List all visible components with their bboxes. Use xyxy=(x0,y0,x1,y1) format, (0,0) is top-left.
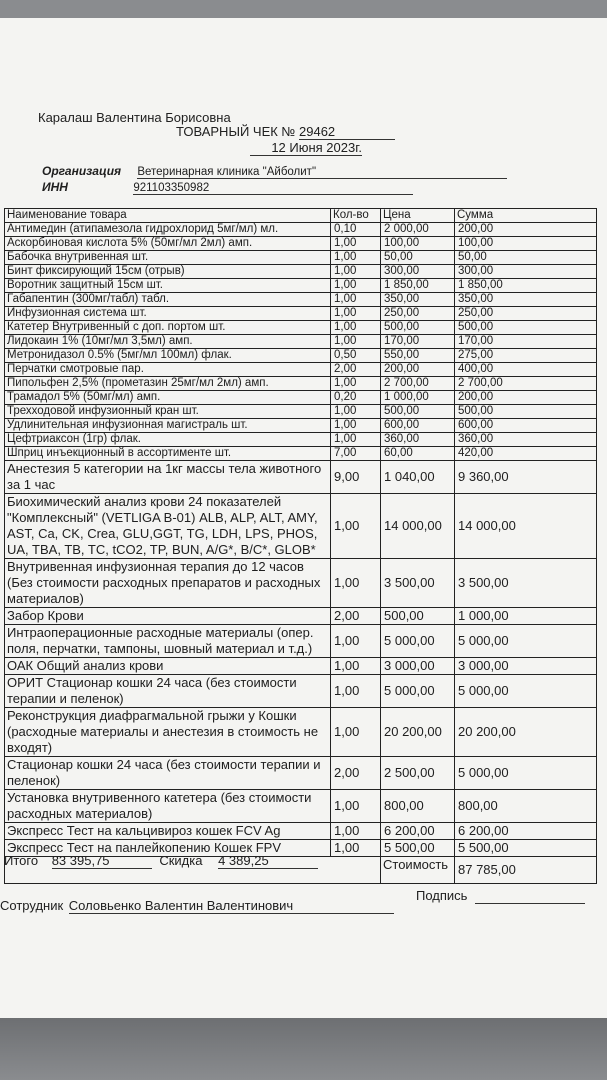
service-name: ОРИТ Стационар кошки 24 часа (без стоимости терапии и пеленок) xyxy=(5,675,331,708)
item-price: 200,00 xyxy=(381,363,455,377)
item-name: Бабочка внутривенная шт. xyxy=(5,251,331,265)
receipt-number: 29462 xyxy=(299,124,395,140)
signature-label: Подпись xyxy=(416,888,468,903)
table-row xyxy=(5,658,597,675)
item-sum: 600,00 xyxy=(455,419,597,433)
item-name: Антимедин (атипамезола гидрохлорид 5мг/мл) мл. xyxy=(5,223,331,237)
service-sum: 3 500,00 xyxy=(455,559,597,608)
receipt-page xyxy=(0,18,607,1018)
item-qty: 0,20 xyxy=(331,391,381,405)
total-label: Стоимость xyxy=(381,857,455,884)
table-row xyxy=(5,223,597,237)
item-qty: 2,00 xyxy=(331,363,381,377)
service-qty: 1,00 xyxy=(331,840,381,857)
service-sum: 800,00 xyxy=(455,790,597,823)
service-price: 1 040,00 xyxy=(381,461,455,494)
item-sum: 300,00 xyxy=(455,265,597,279)
signature-row xyxy=(416,888,585,904)
service-price: 5 000,00 xyxy=(381,675,455,708)
service-price: 20 200,00 xyxy=(381,708,455,757)
service-name: Биохимический анализ крови 24 показателей "Комплексный" (VETLIGA B-01) ALB, ALP, ALT, AMY, AST, Ca, CK, Crea, GLU,GGT, TG, LDH, LPS, PHOS, UA, TBA, TB, TC, tCO2, TP, BUN, A/G*, B/C*, GLOB* xyxy=(5,494,331,559)
table-row xyxy=(5,377,597,391)
service-name: Забор Крови xyxy=(5,608,331,625)
service-price: 6 200,00 xyxy=(381,823,455,840)
org-label: Организация xyxy=(42,164,122,178)
col-price-header: Цена xyxy=(381,209,455,223)
item-price: 50,00 xyxy=(381,251,455,265)
service-name: Стационар кошки 24 часа (без стоимости терапии и пеленок) xyxy=(5,757,331,790)
service-sum: 1 000,00 xyxy=(455,608,597,625)
service-price: 5 000,00 xyxy=(381,625,455,658)
item-name: Цефтриаксон (1гр) флак. xyxy=(5,433,331,447)
table-row xyxy=(5,494,597,559)
item-price: 250,00 xyxy=(381,307,455,321)
item-sum: 50,00 xyxy=(455,251,597,265)
item-qty: 1,00 xyxy=(331,419,381,433)
receipt-title xyxy=(176,124,395,140)
item-sum: 350,00 xyxy=(455,293,597,307)
service-qty: 1,00 xyxy=(331,790,381,823)
item-price: 550,00 xyxy=(381,349,455,363)
service-sum: 14 000,00 xyxy=(455,494,597,559)
service-qty: 1,00 xyxy=(331,708,381,757)
item-qty: 1,00 xyxy=(331,251,381,265)
service-name: Реконструкция диафрагмальной грыжи у Кошки (расходные материалы и анестезия в стоимость не входят) xyxy=(5,708,331,757)
service-name: Экспресс Тест на кальцивироз кошек FCV Ag xyxy=(5,823,331,840)
item-qty: 1,00 xyxy=(331,405,381,419)
item-name: Удлинительная инфузионная магистраль шт. xyxy=(5,419,331,433)
table-row xyxy=(5,391,597,405)
item-qty: 1,00 xyxy=(331,321,381,335)
col-name-header: Наименование товара xyxy=(5,209,331,223)
col-qty-header: Кол-во xyxy=(331,209,381,223)
item-name: Трехходовой инфузионный кран шт. xyxy=(5,405,331,419)
service-qty: 1,00 xyxy=(331,675,381,708)
item-price: 300,00 xyxy=(381,265,455,279)
table-row xyxy=(5,447,597,461)
service-sum: 5 500,00 xyxy=(455,840,597,857)
item-qty: 1,00 xyxy=(331,279,381,293)
service-qty: 1,00 xyxy=(331,559,381,608)
receipt-title-label: ТОВАРНЫЙ ЧЕК № xyxy=(176,124,296,139)
service-price: 5 500,00 xyxy=(381,840,455,857)
org-row xyxy=(42,164,507,179)
discount-label: Скидка xyxy=(159,853,203,868)
table-row xyxy=(5,363,597,377)
item-qty: 1,00 xyxy=(331,433,381,447)
discount-value: 4 389,25 xyxy=(218,853,318,869)
item-sum: 420,00 xyxy=(455,447,597,461)
table-header-row xyxy=(5,209,597,223)
item-sum: 2 700,00 xyxy=(455,377,597,391)
signature-line xyxy=(475,888,585,904)
item-price: 500,00 xyxy=(381,405,455,419)
service-price: 500,00 xyxy=(381,608,455,625)
table-row xyxy=(5,608,597,625)
item-sum: 170,00 xyxy=(455,335,597,349)
receipt-date: 12 Июня 2023г. xyxy=(250,140,362,156)
item-name: Пипольфен 2,5% (прометазин 25мг/мл 2мл) амп. xyxy=(5,377,331,391)
service-qty: 2,00 xyxy=(331,757,381,790)
item-price: 2 700,00 xyxy=(381,377,455,391)
item-name: Аскорбиновая кислота 5% (50мг/мл 2мл) амп. xyxy=(5,237,331,251)
item-name: Бинт фиксирующий 15см (отрыв) xyxy=(5,265,331,279)
item-sum: 250,00 xyxy=(455,307,597,321)
service-price: 3 500,00 xyxy=(381,559,455,608)
item-sum: 500,00 xyxy=(455,405,597,419)
item-name: Воротник защитный 15см шт. xyxy=(5,279,331,293)
item-name: Лидокаин 1% (10мг/мл 3,5мл) амп. xyxy=(5,335,331,349)
table-row xyxy=(5,335,597,349)
service-qty: 9,00 xyxy=(331,461,381,494)
service-sum: 5 000,00 xyxy=(455,625,597,658)
item-qty: 1,00 xyxy=(331,335,381,349)
table-row xyxy=(5,708,597,757)
item-price: 1 850,00 xyxy=(381,279,455,293)
org-value: Ветеринарная клиника "Айболит" xyxy=(137,166,507,179)
itogo-value: 83 395,75 xyxy=(52,853,152,869)
service-name: Анестезия 5 категории на 1кг массы тела животного за 1 час xyxy=(5,461,331,494)
item-sum: 200,00 xyxy=(455,223,597,237)
service-sum: 3 000,00 xyxy=(455,658,597,675)
item-price: 500,00 xyxy=(381,321,455,335)
item-qty: 1,00 xyxy=(331,377,381,391)
item-name: Шприц инъекционный в ассортименте шт. xyxy=(5,447,331,461)
service-name: Экспресс Тест на панлейкопению Кошек FPV xyxy=(5,840,331,857)
employee-value: Соловьенко Валентин Валентинович xyxy=(69,898,394,914)
total-value: 87 785,00 xyxy=(455,857,597,884)
table-row xyxy=(5,405,597,419)
item-price: 350,00 xyxy=(381,293,455,307)
employee-row xyxy=(0,898,394,914)
item-price: 170,00 xyxy=(381,335,455,349)
service-qty: 1,00 xyxy=(331,625,381,658)
item-name: Перчатки смотровые пар. xyxy=(5,363,331,377)
item-sum: 500,00 xyxy=(455,321,597,335)
service-price: 14 000,00 xyxy=(381,494,455,559)
item-name: Катетер Внутривенный с доп. портом шт. xyxy=(5,321,331,335)
service-name: ОАК Общий анализ крови xyxy=(5,658,331,675)
item-name: Трамадол 5% (50мг/мл) амп. xyxy=(5,391,331,405)
service-sum: 6 200,00 xyxy=(455,823,597,840)
table-row xyxy=(5,307,597,321)
table-row xyxy=(5,237,597,251)
service-qty: 1,00 xyxy=(331,823,381,840)
customer-name: Каралаш Валентина Борисовна xyxy=(38,110,231,125)
item-qty: 1,00 xyxy=(331,307,381,321)
service-name: Установка внутривенного катетера (без стоимости расходных материалов) xyxy=(5,790,331,823)
item-qty: 0,50 xyxy=(331,349,381,363)
service-sum: 5 000,00 xyxy=(455,757,597,790)
item-price: 60,00 xyxy=(381,447,455,461)
item-sum: 400,00 xyxy=(455,363,597,377)
table-row xyxy=(5,461,597,494)
desk-surface xyxy=(0,1018,607,1080)
item-price: 2 000,00 xyxy=(381,223,455,237)
item-price: 1 000,00 xyxy=(381,391,455,405)
table-row xyxy=(5,757,597,790)
item-sum: 1 850,00 xyxy=(455,279,597,293)
table-row xyxy=(5,675,597,708)
service-qty: 1,00 xyxy=(331,658,381,675)
item-qty: 0,10 xyxy=(331,223,381,237)
table-row xyxy=(5,265,597,279)
item-price: 600,00 xyxy=(381,419,455,433)
item-name: Метронидазол 0.5% (5мг/мл 100мл) флак. xyxy=(5,349,331,363)
items-table xyxy=(4,208,597,884)
item-qty: 1,00 xyxy=(331,293,381,307)
item-sum: 275,00 xyxy=(455,349,597,363)
item-price: 360,00 xyxy=(381,433,455,447)
items-table-body xyxy=(5,209,597,884)
item-name: Инфузионная система шт. xyxy=(5,307,331,321)
inn-value: 921103350982 xyxy=(133,182,413,195)
service-qty: 1,00 xyxy=(331,494,381,559)
table-row xyxy=(5,559,597,608)
itogo-row xyxy=(4,853,318,869)
table-row xyxy=(5,349,597,363)
service-sum: 5 000,00 xyxy=(455,675,597,708)
table-row xyxy=(5,433,597,447)
itogo-label: Итого xyxy=(4,853,39,868)
table-row xyxy=(5,823,597,840)
table-row xyxy=(5,625,597,658)
col-sum-header: Сумма xyxy=(455,209,597,223)
table-row xyxy=(5,293,597,307)
service-price: 2 500,00 xyxy=(381,757,455,790)
table-row xyxy=(5,279,597,293)
item-sum: 100,00 xyxy=(455,237,597,251)
table-row xyxy=(5,251,597,265)
inn-label: ИНН xyxy=(42,180,68,194)
item-price: 100,00 xyxy=(381,237,455,251)
item-sum: 200,00 xyxy=(455,391,597,405)
service-name: Интраоперационные расходные материалы (опер. поля, перчатки, тампоны, шовный материал и т.д.) xyxy=(5,625,331,658)
table-row xyxy=(5,419,597,433)
table-row xyxy=(5,790,597,823)
item-qty: 7,00 xyxy=(331,447,381,461)
item-qty: 1,00 xyxy=(331,265,381,279)
service-sum: 9 360,00 xyxy=(455,461,597,494)
service-price: 800,00 xyxy=(381,790,455,823)
item-qty: 1,00 xyxy=(331,237,381,251)
service-price: 3 000,00 xyxy=(381,658,455,675)
inn-row xyxy=(42,180,413,195)
service-name: Внутривенная инфузионная терапия до 12 часов (Без стоимости расходных препаратов и расходных материалов) xyxy=(5,559,331,608)
service-qty: 2,00 xyxy=(331,608,381,625)
item-name: Габапентин (300мг/табл) табл. xyxy=(5,293,331,307)
employee-label: Сотрудник xyxy=(0,898,64,913)
item-sum: 360,00 xyxy=(455,433,597,447)
table-row xyxy=(5,321,597,335)
service-sum: 20 200,00 xyxy=(455,708,597,757)
